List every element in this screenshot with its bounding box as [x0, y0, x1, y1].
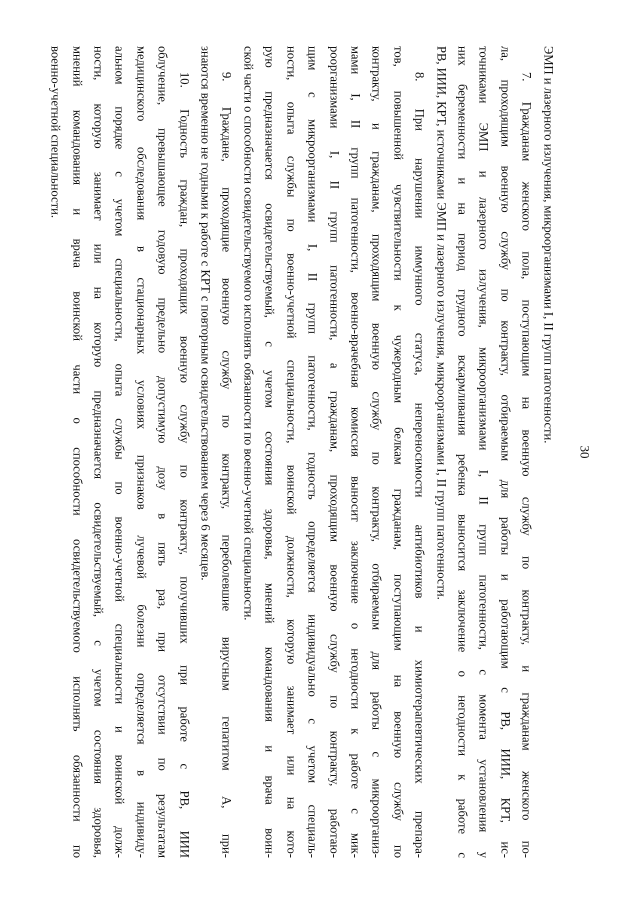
document-body: [44, 46, 558, 858]
text-line: них беременности и на период грудного вскармливания ребенка выносится заключение о негодности к работе с: [455, 46, 470, 858]
page-number: 30: [577, 445, 593, 459]
text-line: военно-учетной специальности.: [48, 46, 63, 218]
text-line: роорганизмами I, II групп патогенности, а гражданам, проходящим военную службу по контракту, работаю-: [327, 46, 342, 858]
text-line: щим с микроорганизмами I, II групп патогенности, годность определяется индивидуально с учетом специаль-: [305, 46, 320, 858]
text-line: точниками ЭМП и лазерного излучения, микроорганизмами I, II групп патогенности, с момента установления у: [476, 46, 491, 858]
text-line: тов, повышенной чувствительности к чужеродным белкам гражданам, поступающим на военную службу по: [391, 46, 406, 858]
text-line: 7. Гражданам женского пола, поступающим на военную службу по контракту, и гражданам женского по-: [519, 72, 534, 858]
text-line: медицинского обследования в стационарных условиях признаков лучевой болезни определяется в индивиду-: [134, 46, 149, 858]
text-line: ности, которую занимает или на которую предназначается освидетельствуемый, с учетом состояния здоровья,: [91, 46, 106, 858]
text-line: альном порядке с учетом специальности, опыта службы по военно-учетной специальности и воинской долж-: [113, 46, 128, 858]
text-line: 9. Граждане, проходящие военную службу по контракту, переболевшие вирусным гепатитом А, при-: [220, 72, 235, 858]
rotated-text-block: [44, 46, 595, 858]
text-line: знаются временно не годными к работе с КРТ с повторным освидетельствованием через 6 месяцев.: [198, 46, 213, 581]
text-line: РВ, ИИИ, КРТ, источниками ЭМП и лазерного излучения, микроорганизмами I, II групп патогенности.: [434, 46, 449, 600]
text-line: рую предназначается освидетельствуемый, с учетом состояния здоровья, мнений командования и врача воин-: [262, 46, 277, 858]
text-line: облучение, превышающее годовую предельно допустимую дозу в пять раз, при отсутствии по результатам: [155, 46, 170, 858]
text-line: ла, проходящим военную службу по контракту, отбираемым для работы и работающим с РВ, ИИИ, КРТ, ис-: [498, 46, 513, 858]
text-line: ЭМП и лазерного излучения, микроорганизмами I, II групп патогенности.: [541, 46, 556, 444]
text-line: мами I, II групп патогенности, военно-врачебная комиссия выносит заключение о негодности к работе с мик-: [348, 46, 363, 858]
text-line: ности, опыта службы по военно-учетной специальности, воинской должности, которую занимает или на кото-: [284, 46, 299, 858]
text-line: контракту, и гражданам, проходящим военную службу по контракту, отбираемым для работы с микроорганиз-: [369, 46, 384, 858]
text-line: мнений командования и врача воинской части о способности освидетельствуемого исполнять обязанности по: [70, 46, 85, 858]
text-line: 8. При нарушении иммунного статуса, непереносимости антибиотиков и химиотерапевтических препара-: [412, 72, 427, 858]
text-line: ской части о способности освидетельствуемого исполнять обязанности по военно-учетной специальности.: [241, 46, 256, 621]
text-line: 10. Годность граждан, проходящих военную службу по контракту, получивших при работе с РВ, ИИИ: [177, 72, 192, 858]
